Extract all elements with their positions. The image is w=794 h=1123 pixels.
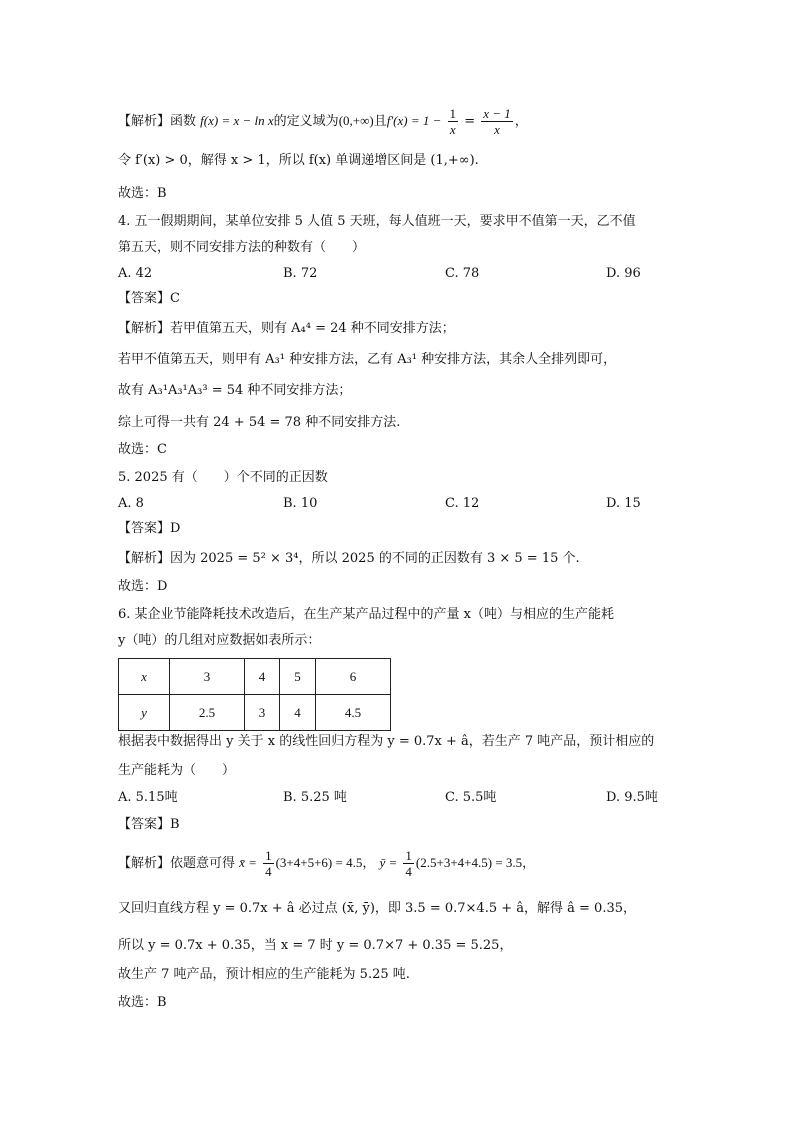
analysis-label: 【解析】依题意可得 [118,856,236,871]
q5-answer: 【答案】D [118,521,181,536]
table-row [119,659,391,695]
q6-analysis-line1 [118,848,535,879]
q5-option-c: C. 12 [445,496,480,511]
q6-answer: 【答案】B [118,817,180,832]
q6-after-line2: 生产能耗为（ ） [118,763,236,778]
formula: (0,+∞) [338,113,374,128]
numerator: 1 [265,848,272,863]
q5-option-a: A. 8 [118,496,144,511]
analysis-label: 【解析】 [118,114,171,129]
q6-option-d: D. 9.5吨 [606,790,658,805]
text: 且 [373,114,387,129]
numerator: x − 1 [483,106,511,121]
q3-choice: 故选：B [118,186,167,201]
q5-choice: 故选：D [118,579,168,594]
table-cell: 4 [280,695,316,731]
q6-question-line2: y（吨）的几组对应数据如表所示： [118,633,321,648]
q6-analysis-line2: 又回归直线方程 y = 0.7x + â 必过点 (x̄, ȳ)，即 3.5 = 0.7×4.5 + â，解得 â = 0.35， [118,901,636,916]
table-cell: 2.5 [170,695,245,731]
denominator: x [449,122,456,137]
formula: f(x) = x − ln x [200,113,274,128]
fraction [481,106,513,137]
table-cell: y [119,695,170,731]
q5-question: 5. 2025 有（ ）个不同的正因数 [118,470,328,485]
q4-option-d: D. 96 [606,266,641,281]
q6-option-c: C. 5.5吨 [445,790,497,805]
fraction [448,106,459,137]
q6-option-b: B. 5.25 吨 [283,790,347,805]
q6-option-a: A. 5.15吨 [118,790,178,805]
fraction [403,848,414,879]
q6-after-line1: 根据表中数据得出 y 关于 x 的线性回归方程为 y = 0.7x + â，若生产 7 吨产品，预计相应的 [118,734,655,749]
table-cell: 6 [316,659,391,695]
q6-choice: 故选：B [118,995,167,1010]
fraction [263,848,274,879]
formula: ȳ = [379,855,398,870]
table-row [119,695,391,731]
text: 函数 [170,114,197,129]
denominator: 4 [265,864,272,879]
formula: f′(x) = 1 − [386,113,442,128]
q4-analysis-line3: 故有 A₃¹A₃¹A₃³ = 54 种不同安排方法； [118,383,352,398]
q6-question-line1: 6. 某企业节能降耗技术改造后，在生产某产品过程中的产量 x（吨）与相应的生产能耗 [118,607,615,622]
equals: = [464,114,476,129]
data-table [118,658,391,731]
q5-option-d: D. 15 [606,496,641,511]
q3-analysis-line2: 令 f′(x) > 0，解得 x > 1，所以 f(x) 单调递增区间是 (1,+∞). [118,153,479,168]
denominator: 4 [405,864,412,879]
text: 的定义域为 [273,114,339,129]
q5-option-b: B. 10 [283,496,318,511]
q3-analysis-line1 [118,106,528,137]
table-cell: 3 [170,659,245,695]
q4-question-line1: 4. 五一假期期间，某单位安排 5 人值 5 天班，每人值班一天，要求甲不值第一天，乙不值 [118,214,636,229]
q4-answer: 【答案】C [118,291,180,306]
denominator: x [494,122,500,137]
q4-question-line2: 第五天，则不同安排方法的种数有（ ） [118,240,366,255]
q4-choice: 故选：C [118,442,167,457]
numerator: 1 [405,848,412,863]
q4-analysis-line2: 若甲不值第五天，则甲有 A₃¹ 种安排方法，乙有 A₃¹ 种安排方法，其余人全排列即可， [118,352,617,367]
formula: (3+4+5+6) = 4.5， [275,855,376,870]
table-cell: 5 [280,659,316,695]
q6-analysis-line4: 故生产 7 吨产品，预计相应的生产能耗为 5.25 吨. [118,967,410,982]
q4-analysis-line1: 【解析】若甲值第五天，则有 A₄⁴ = 24 种不同安排方法； [118,321,455,336]
q4-option-a: A. 42 [118,266,153,281]
formula: x̄ = [239,855,257,870]
table-cell: 4.5 [316,695,391,731]
formula: (2.5+3+4+4.5) = 3.5， [415,855,536,870]
text: ， [514,114,528,129]
table-cell: 4 [245,659,280,695]
q4-option-b: B. 72 [283,266,318,281]
table-cell: x [119,659,170,695]
table-cell: 3 [245,695,280,731]
q4-option-c: C. 78 [445,266,480,281]
q4-analysis-line4: 综上可得一共有 24 + 54 = 78 种不同安排方法. [118,415,401,430]
q6-analysis-line3: 所以 y = 0.7x + 0.35，当 x = 7 时 y = 0.7×7 + 0.35 = 5.25， [118,938,513,953]
q5-analysis: 【解析】因为 2025 = 5² × 3⁴，所以 2025 的不同的正因数有 3 × 5 = 15 个. [118,551,580,566]
numerator: 1 [449,106,457,121]
